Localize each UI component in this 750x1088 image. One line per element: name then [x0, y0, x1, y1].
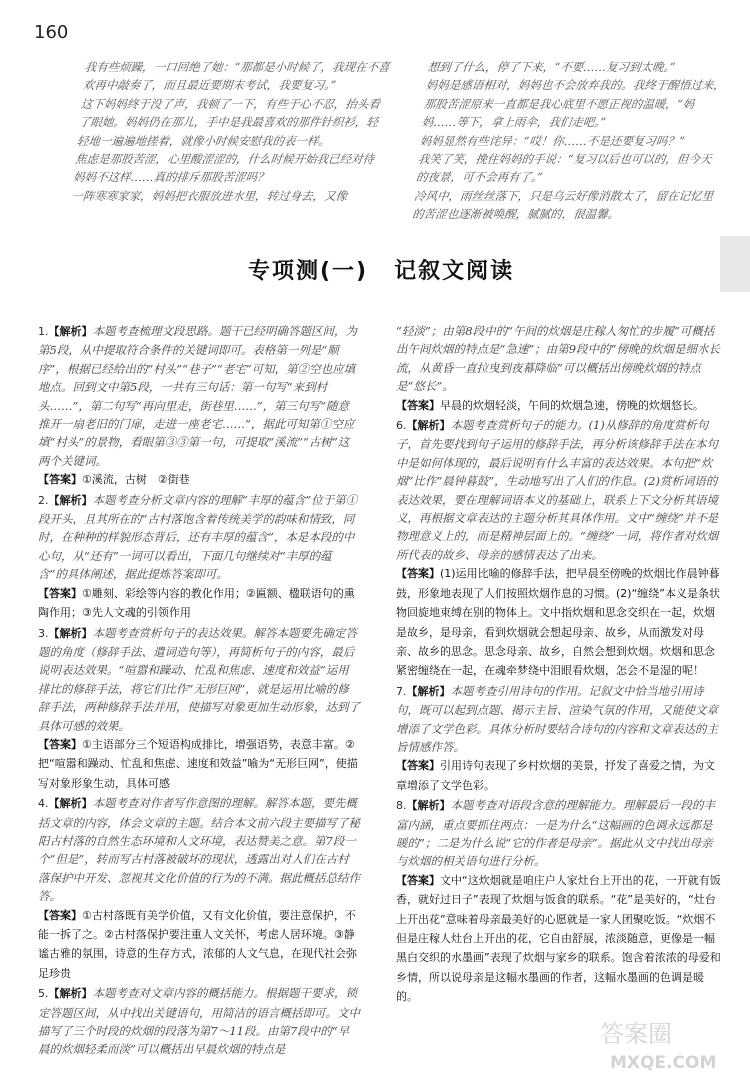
- watermark-text-url: MXQE.COM: [610, 1053, 717, 1073]
- answer-item-4: 4.【解析】本题考查对作者写作意图的理解。解答本题，要先概括文章的内容，体会文章的主题。结合本文前六段主要描写了秘阳古村落的自然生态环境和人文环境，表达赞美之意。第7段一个“但是”，转而写古村落被破坏的现状，透露出对人们在古村落保护中开发、忽视其文化价值的行为的不满。据此概括总结作答。 【答案】①古村落既有美学价值，又有文化价值，要注意保护，不能一拆了之。②古村落保护要注重人文关怀，考虑人居环境。③静谧古雅的氛围，诗意的生存方式，浓郁的人文气息，在现代社会弥足珍贵: [38, 796, 360, 980]
- answer-item-8: 8.【解析】本题考查对语段含意的理解能力。理解最后一段的丰富内涵，重点要抓住两点：一是为什么“这幅画的色调永远都是暖的”；二是为什么说“它的作者是母亲”。据此从文中找出母亲与炊烟的相关语句进行分析。 【答案】文中“这炊烟就是咱庄户人家灶台上开出的花，一开就有饭香，就好过日子”表现了炊烟与饭食的联系。“花”是美好的，“灶台上开出花”意味着母亲最美好的心愿就是一家人团聚吃饭。“炊烟不但是庄稼人灶台上开出的花，它自由舒展，浓淡随意，更像是一幅黑白交织的水墨画”表现了炊烟与家乡的联系。饱含着浓浓的母爱和乡情，所以说母亲是这幅水墨画的作者，这幅水墨画的色调是暖的。: [396, 798, 721, 1004]
- story-paragraph: 妈妈显然有些诧异：“哎！你……不是还要复习吗？”: [419, 133, 686, 148]
- section-banner: [0, 246, 750, 288]
- answer-item-5-continued: “轻淡”；由第8段中的“午间的炊烟是庄稼人匆忙的步履”可概括出午间炊烟的特点是“急速”；由第9段中的“傍晚的炊烟是细水长流，从黄昏一直拉曳到夜幕降临”可以概括出傍晚炊烟的特点是“悠长”。 【答案】早晨的炊烟轻淡，午间的炊烟急速，傍晚的炊烟悠长。: [396, 324, 720, 412]
- answer-item-5: 5.【解析】本题考查对文章内容的概括能力。根据题干要求，锁定答题区间，从中找出关键语句，用简洁的语言概括即可。文中描写了三个时段的炊烟的段落为第7～11段。由第7段中的“早晨的炊烟轻柔而淡”可以概括出早晨炊烟的特点是: [38, 986, 360, 1057]
- story-paragraph: 妈妈是感语相对，妈妈也不会放弃我的。我终于醒悟过来，那股苦涩原来一直都是我心底里不愿正视的温暖，“妈妈……等下，拿上雨伞，我们走吧。”: [421, 78, 726, 130]
- section-title-part1: 专项测(一): [248, 259, 369, 284]
- story-paragraph: 我笑了笑，挽住妈妈的手说：“复习以后也可以的，但今天的夜景，可不会再有了。”: [415, 152, 713, 185]
- section-title-part2: 记叙文阅读: [394, 259, 515, 284]
- page-number: 160: [34, 22, 69, 43]
- story-left-column: [70, 58, 393, 205]
- watermark-text-cn: 答案圈: [600, 1020, 672, 1048]
- answer-item-7: 7.【解析】本题考查引用诗句的作用。记叙文中恰当地引用诗句，既可以起到点题、揭示主旨、渲染气氛的作用，又能使文章增添了文学色彩。具体分析时要结合诗句的内容和文章表达的主旨情感作答。 【答案】引用诗句表现了乡村炊烟的美景，抒发了喜爱之情，为文章增添了文学色彩。: [396, 683, 718, 792]
- answer-item-6: 6.【解析】本题考查赏析句子的能力。(1)从修辞的角度赏析句子，首先要找到句子运用的修辞手法，再分析该修辞手法在本句中是如何体现的，最后说明有什么丰富的表达效果。本句把“炊烟”比作“晨钟暮鼓”，生动地写出了人们的作息。(2)赏析词语的表达效果，要在理解词语本义的基础上，联系上下文分析其语境义，再根据文章表达的主题分析其具体作用。文中“缠绕”并不是物理意义上的，而是精神层面上的。“缠绕”一词，将作者对炊烟所代表的故乡、母亲的感情表达了出来。 【答案】(1)运用比喻的修辞手法，把早晨至傍晚的炊烟比作晨钟暮鼓，形象地表现了人们按照炊烟作息的习惯。(2)“缠绕”本义是条状物回旋地束缚在别的物体上。文中指炊烟和思念交织在一起，炊烟是故乡，是母亲，看到炊烟就会想起母亲、故乡，从而激发对母亲、故乡的思念。思念母亲、故乡，自然会想到炊烟。炊烟和思念紧密缠绕在一起，在魂牵梦绕中泪眼看炊烟，怎会不是湿的呢！: [396, 418, 720, 678]
- answer-item-1: 1.【解析】本题考查梳理文段思路。题干已经明确答题区间，为第5段，从中提取符合条件的关键词即可。表格第一列是“顺序”，根据已经给出的“村头”“巷子”“老宅”可知，第②空也应填地点。回到文中第5段，一共有三句话：第一句写“来到村头……”，第二句写“再向里走，街巷里……”，第三句写“随意推开一扇老旧的门扉，走进一座老宅……”，据此可知第①空应填“村头”的景物，看眼第③③第一句，可提取“溪流”“古树”这两个关键词。 【答案】①溪流，古树 ②街巷: [38, 324, 357, 487]
- site-watermark-logo: [596, 1014, 726, 1076]
- story-paragraph: 想到了什么，停了下来，“不要……复习到太晚。”: [427, 60, 677, 74]
- story-paragraph: 我有些烦躁，一口回绝了她：“那都是小时候了，我现在不喜欢再中敲奏了，而且最近要期末考试，我要复习。”: [82, 60, 391, 93]
- answer-item-2: 2.【解析】本题考查分析文章内容的理解“丰厚的蕴含”位于第①段开头，且其所在的“古村落饱含着传统美学的韵味和情致，同时，在种种的样貌形态背后，还有丰厚的蕴含”，本是本段的中心句，从“还有”一词可以看出，下面几句继续对“丰厚的蕴含”的具体阐述，据此提炼答案即可。 【答案】①雕刻、彩绘等内容的教化作用；②匾额、楹联语句的熏陶作用；③先人文魂的引领作用: [38, 492, 358, 620]
- story-paragraph: 这下妈妈终于没了声，我顿了一下，有些于心不忍，抬头看了眼她。妈妈仍在那儿，手中是我最喜欢的那件针织衫，轻轻地一遍遍地搓着，就像小时候安慰我的表一样。: [76, 96, 381, 148]
- answer-item-3: 3.【解析】本题考查赏析句子的表达效果。解答本题要先确定答题的角度（修辞手法、遣词造句等），再简析句子的内容，最后说明表达效果。“喧嚣和躁动、忙乱和焦虑、速度和效益”运用排比的修辞手法，将它们比作“无形巨网”，就是运用比喻的修辞手法，两种修辞手法并用，使描写对象更加生动形象，达到了具体可感的效果。 【答案】①主语部分三个短语构成排比，增强语势，表意丰富。②把“喧嚣和躁动、忙乱和焦虑、速度和效益”喻为“无形巨网”，使描写对象形象生动，具体可感: [38, 625, 360, 790]
- section-title: [248, 254, 514, 285]
- story-right-column: [411, 58, 728, 224]
- story-paragraph: 冷风中，雨丝丝落下，只是乌云好像消散太了，留在记忆里的苦涩也逐渐被唤醒，腻腻的，很温馨。: [411, 188, 714, 222]
- story-paragraph: 一阵寒寒家家，妈妈把衣服放进水里，转过身去，又像: [70, 188, 348, 203]
- story-paragraph: 焦虑是那股苦涩，心里酸涩涩的，什么时候开始我已经对待妈妈不这样……真的排斥那股苦涩吗？: [72, 152, 375, 185]
- answers-left-column: [38, 322, 360, 1060]
- answers-right-column: [396, 322, 722, 1008]
